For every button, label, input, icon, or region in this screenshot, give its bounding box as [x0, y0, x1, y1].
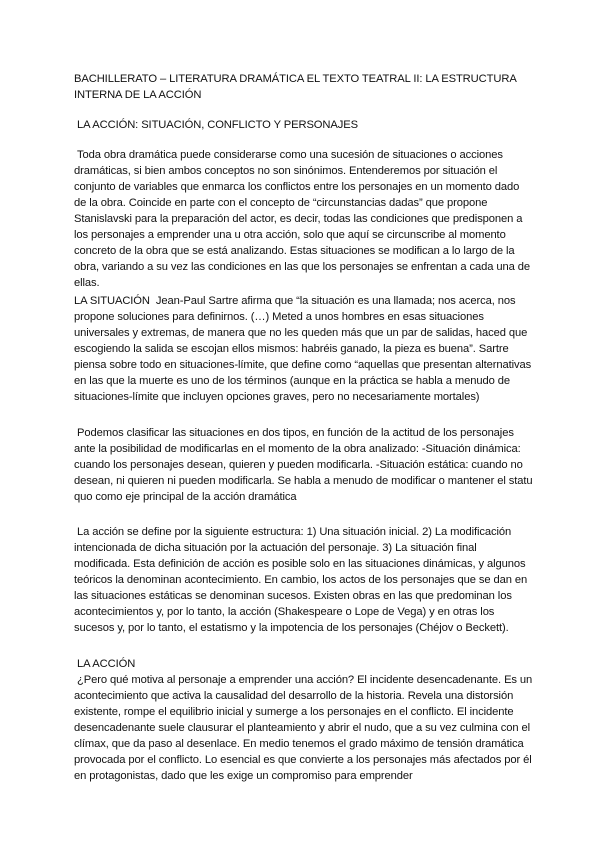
paragraph-situacion-text: Jean-Paul Sartre afirma que “la situación es una llamada; nos acerca, nos propone soluciones para definirnos. (…) Meted a unos hombres en esas situaciones universales y extremas, de manera que no les queden más que un par de salidas, haced que escogiendo la salida se escojan ellos mismos: habréis ganado, la pieza es buena”. Sartre piensa sobre todo en situaciones-límite, que define como “aquellas que presentan alternativas en las que la muerte es uno de los términos (aunque en la práctica se habla a menudo de situaciones-límite que incluyen opciones graves, pero no necesariamente mortales): [74, 295, 532, 403]
paragraph-clasificacion-text: Podemos clasificar las situaciones en dos tipos, en función de la actitud de los personajes ante la posibilidad de modificarlas en el momento de la obra analizado: -Situación dinámica: cuando los personajes desean, quieren y pueden modificarla. -Situación estática: cuando no desean, ni quieren ni pueden modificarla. Se habla a menudo de modificar o mantener el statu quo como eje principal de la acción dramática: [74, 427, 533, 503]
paragraph-accion-heading-text: LA ACCIÓN: [77, 658, 136, 670]
section-subtitle-text: LA ACCIÓN: SITUACIÓN, CONFLICTO Y PERSONAJES: [77, 119, 358, 131]
paragraph-intro: [74, 147, 534, 291]
section-subtitle: [74, 117, 534, 133]
paragraph-accion-text: ¿Pero qué motiva al personaje a emprender una acción? El incidente desencadenante. Es un acontecimiento que activa la causalidad del desarrollo de la historia. Revela una distorsión existente, rompe el equilibrio inicial y sumerge a los personajes en el conflicto. El incidente desencadenante suele clausurar el planteamiento y abrir el nudo, que a su vez culmina con el clímax, que da paso al desenlace. En medio tenemos el grado máximo de tensión dramática provocada por el conflicto. Lo esencial es que convierte a los personajes más afectados por él en protagonistas, dado que les exige un compromiso para emprender: [74, 674, 533, 782]
paragraph-clasificacion: [74, 425, 534, 505]
paragraph-situacion-heading: LA SITUACIÓN: [74, 295, 150, 307]
paragraph-estructura: [74, 524, 534, 636]
paragraph-situacion: [74, 293, 534, 405]
paragraph-estructura-text: La acción se define por la siguiente estructura: 1) Una situación inicial. 2) La modificación intencionada de dicha situación por la actuación del personaje. 3) La situación final modificada. Esta definición de acción es posible solo en las situaciones dinámicas, y algunos teóricos la denominan acontecimiento. En cambio, los actos de los personajes que se dan en las situaciones estáticas se denominan sucesos. Existen obras en las que predominan los acontecimientos y, por lo tanto, la acción (Shakespeare o Lope de Vega) y en otras los sucesos y, por lo tanto, el estatismo y la impotencia de los personajes (Chéjov o Beckett).: [74, 526, 528, 634]
paragraph-accion-heading: [74, 656, 534, 672]
paragraph-accion: [74, 656, 534, 784]
paragraph-accion-body: [74, 672, 534, 784]
document-title: BACHILLERATO – LITERATURA DRAMÁTICA EL TEXTO TEATRAL II: LA ESTRUCTURA INTERNA DE LA ACCIÓN: [74, 73, 517, 101]
paragraph-intro-text: Toda obra dramática puede considerarse como una sucesión de situaciones o acciones dramáticas, si bien ambos conceptos no son sinónimos. Entenderemos por situación el conjunto de variables que enmarca los conflictos entre los personajes en un momento dado de la obra. Coincide en parte con el concepto de “circunstancias dadas” que propone Stanislavski para la preparación del actor, es decir, todas las condiciones que predisponen a los personajes a emprender una u otra acción, solo que aquí se circunscribe al momento concreto de la obra que se está analizando. Estas situaciones se modifican a lo largo de la obra, variando a su vez las condiciones en las que los personajes se enfrentan a cada una de ellas.: [74, 149, 531, 289]
